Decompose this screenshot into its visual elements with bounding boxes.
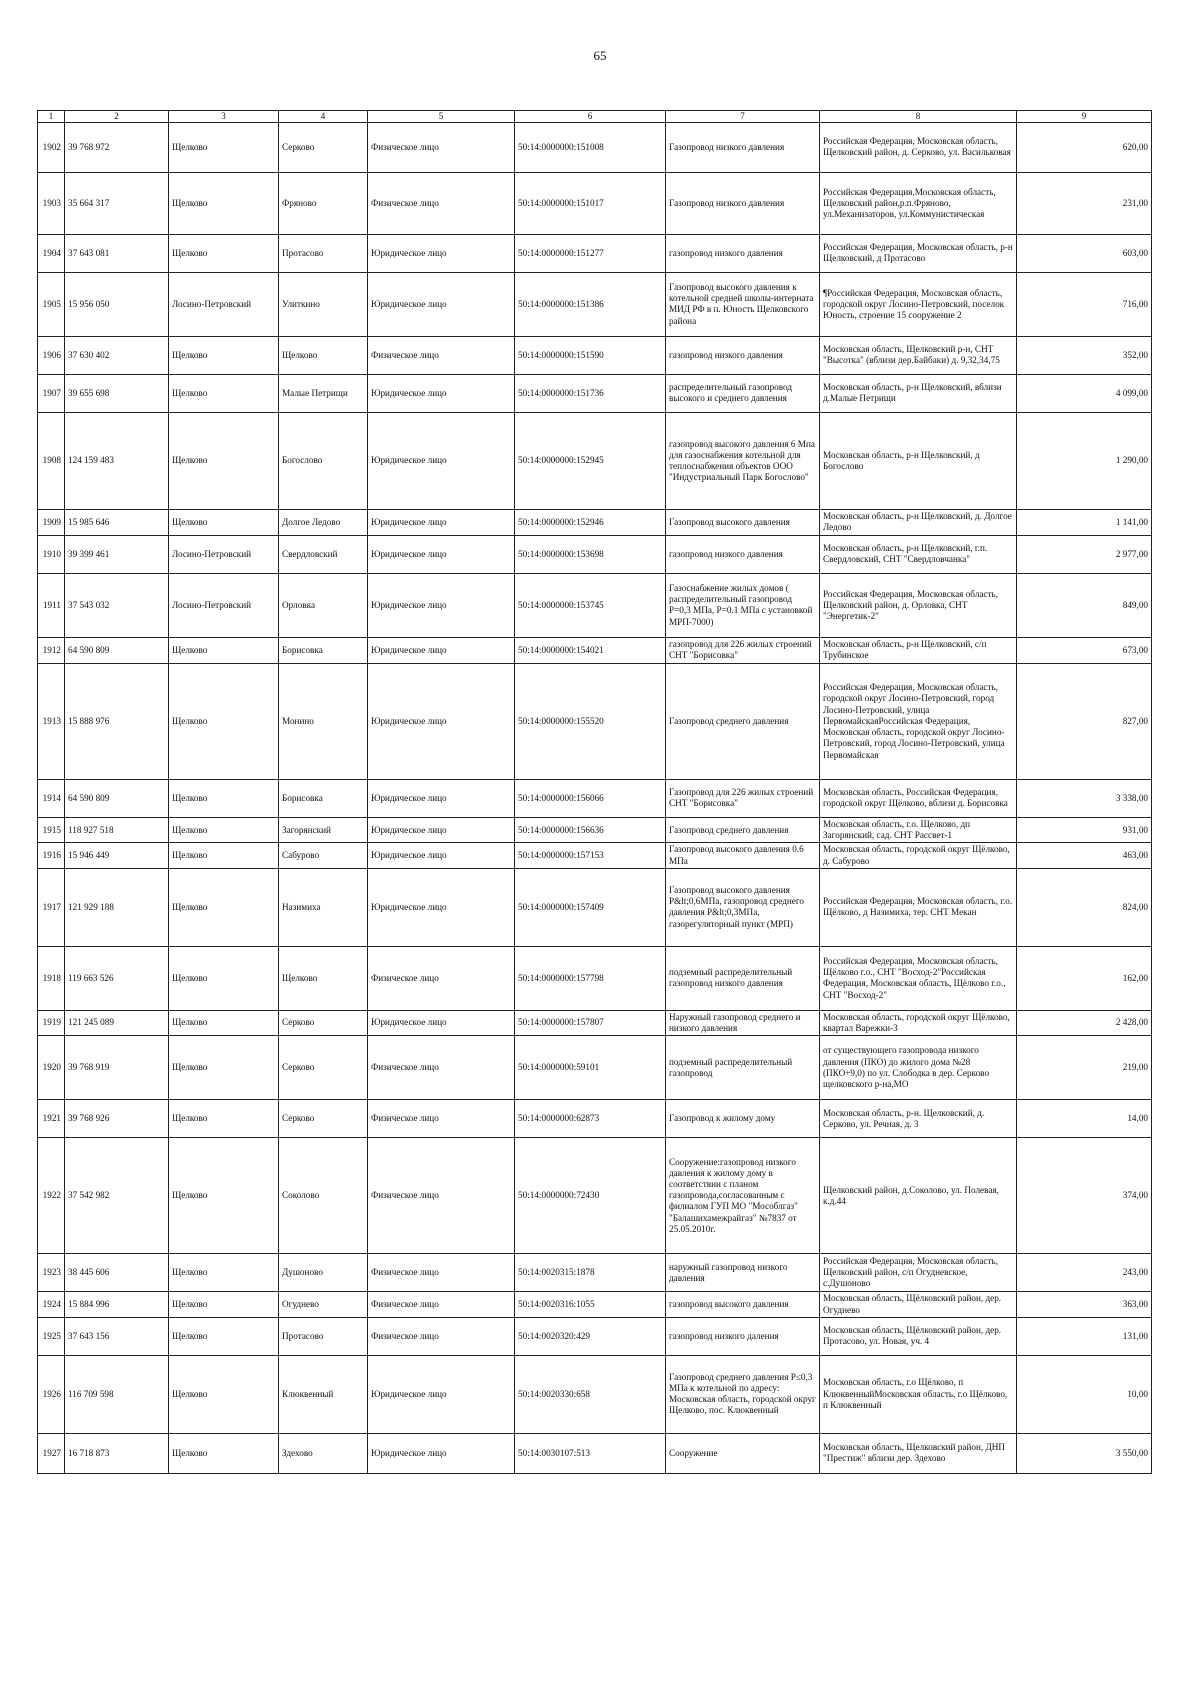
cadastral-number: 50:14:0000000:62873 [515,1100,666,1138]
owner-type: Юридическое лицо [368,663,515,779]
object-id: 121 245 089 [65,1010,169,1035]
locality: Фряново [279,172,368,234]
owner-type: Физическое лицо [368,1100,515,1138]
owner-type: Юридическое лицо [368,843,515,868]
locality: Орловка [279,573,368,637]
district: Щелково [169,509,279,535]
address: Российская Федерация, Московская область, Щёлково г.о., СНТ "Восход-2"Российская Федерация, Московская область, Щёлково г.о., СНТ "Восход-2" [820,946,1017,1010]
cadastral-number: 50:14:0000000:151017 [515,172,666,234]
object-id: 124 159 483 [65,412,169,509]
owner-type: Физическое лицо [368,1317,515,1355]
table-row [38,663,1152,779]
district: Щелково [169,234,279,272]
cadastral-number: 50:14:0000000:155520 [515,663,666,779]
locality: Протасово [279,1317,368,1355]
cadastral-number: 50:14:0000000:152946 [515,509,666,535]
address: Московская область, Щёлковский район, дер. Огуднево [820,1292,1017,1317]
table-row [38,535,1152,573]
district: Щелково [169,1292,279,1317]
address: Российская Федерация,Московская область, Щелковский район,р.п.Фряново, ул.Механизаторов, ул.Коммунистическая [820,172,1017,234]
row-number: 1907 [38,374,65,412]
locality: Борисовка [279,779,368,817]
address: Московская область, р-н Щелковский, с/п Трубинское [820,637,1017,663]
cadastral-number: 50:14:0000000:72430 [515,1138,666,1254]
locality: Здехово [279,1433,368,1473]
locality: Улиткино [279,272,368,336]
object-id: 35 664 317 [65,172,169,234]
length-value: 162,00 [1017,946,1152,1010]
row-number: 1920 [38,1036,65,1100]
address: Московская область, городской округ Щёлково, квартал Варежки-3 [820,1010,1017,1035]
object-id: 116 709 598 [65,1355,169,1433]
table-row [38,1010,1152,1035]
object-name: Газопровод низкого давления [666,122,820,172]
object-id: 15 956 050 [65,272,169,336]
address: Щелковский район, д.Соколово, ул. Полевая, к.д.44 [820,1138,1017,1254]
object-name: газопровод низкого давления [666,234,820,272]
table-row [38,637,1152,663]
row-number: 1918 [38,946,65,1010]
length-value: 1 141,00 [1017,509,1152,535]
table-row [38,1138,1152,1254]
table-row [38,509,1152,535]
table-row [38,336,1152,374]
object-id: 37 630 402 [65,336,169,374]
locality: Серково [279,1036,368,1100]
column-number: 3 [169,111,279,123]
length-value: 849,00 [1017,573,1152,637]
table-row [38,1433,1152,1473]
district: Щелково [169,412,279,509]
length-value: 219,00 [1017,1036,1152,1100]
column-number-row [38,111,1152,123]
column-number: 8 [820,111,1017,123]
row-number: 1905 [38,272,65,336]
length-value: 3 338,00 [1017,779,1152,817]
locality: Душоново [279,1254,368,1292]
owner-type: Юридическое лицо [368,509,515,535]
length-value: 620,00 [1017,122,1152,172]
object-id: 37 643 081 [65,234,169,272]
object-name: Газопровод высокого давления 0.6 МПа [666,843,820,868]
length-value: 352,00 [1017,336,1152,374]
row-number: 1924 [38,1292,65,1317]
district: Щелково [169,1433,279,1473]
address: Российская Федерация, Московская область, Щелковский район, д. Серково, ул. Васильковая [820,122,1017,172]
object-id: 119 663 526 [65,946,169,1010]
cadastral-number: 50:14:0000000:154021 [515,637,666,663]
owner-type: Физическое лицо [368,1292,515,1317]
district: Щелково [169,1317,279,1355]
owner-type: Юридическое лицо [368,412,515,509]
row-number: 1919 [38,1010,65,1035]
district: Щелково [169,336,279,374]
district: Лосино-Петровский [169,272,279,336]
table-row [38,779,1152,817]
district: Щелково [169,779,279,817]
column-number: 2 [65,111,169,123]
object-id: 118 927 518 [65,817,169,842]
table-row [38,1036,1152,1100]
object-id: 39 768 972 [65,122,169,172]
district: Щелково [169,374,279,412]
length-value: 3 550,00 [1017,1433,1152,1473]
column-number: 6 [515,111,666,123]
length-value: 673,00 [1017,637,1152,663]
cadastral-number: 50:14:0030107:513 [515,1433,666,1473]
owner-type: Юридическое лицо [368,637,515,663]
length-value: 243,00 [1017,1254,1152,1292]
address: Московская область, р-н Щелковский, вблизи д.Малые Петрищи [820,374,1017,412]
table-row [38,1292,1152,1317]
object-id: 37 543 032 [65,573,169,637]
address: от существующего газопровода низкого давления (ПКО) до жилого дома №28 (ПКО+9,0) по ул. Слободка в дер. Серково щелковского р-на,МО [820,1036,1017,1100]
locality: Назимиха [279,868,368,946]
address: Московская область, р-н. Щелковский, д. Серково, ул. Речная, д. 3 [820,1100,1017,1138]
object-id: 37 643 156 [65,1317,169,1355]
length-value: 363,00 [1017,1292,1152,1317]
cadastral-number: 50:14:0000000:153698 [515,535,666,573]
table-row [38,1355,1152,1433]
row-number: 1902 [38,122,65,172]
locality: Протасово [279,234,368,272]
length-value: 463,00 [1017,843,1152,868]
cadastral-number: 50:14:0000000:157798 [515,946,666,1010]
object-name: Газопровод для 226 жилых строений СНТ "Борисовка" [666,779,820,817]
object-name: Газопровод среднего давления Р≤0,3 МПа к котельной по адресу: Московская область, городской округ Щелково, пос. Клюквенный [666,1355,820,1433]
table-row [38,172,1152,234]
owner-type: Физическое лицо [368,172,515,234]
table-row [38,573,1152,637]
length-value: 10,00 [1017,1355,1152,1433]
district: Лосино-Петровский [169,535,279,573]
district: Щелково [169,1254,279,1292]
owner-type: Юридическое лицо [368,817,515,842]
owner-type: Юридическое лицо [368,374,515,412]
table-row [38,1254,1152,1292]
object-id: 121 929 188 [65,868,169,946]
column-number: 1 [38,111,65,123]
object-id: 15 888 976 [65,663,169,779]
owner-type: Юридическое лицо [368,779,515,817]
row-number: 1909 [38,509,65,535]
table-row [38,374,1152,412]
table-row [38,412,1152,509]
object-name: газопровод для 226 жилых строений СНТ "Борисовка" [666,637,820,663]
owner-type: Физическое лицо [368,946,515,1010]
column-number: 4 [279,111,368,123]
length-value: 2 428,00 [1017,1010,1152,1035]
row-number: 1911 [38,573,65,637]
object-name: Газопровод высокого давления [666,509,820,535]
district: Щелково [169,1010,279,1035]
table-row [38,817,1152,842]
length-value: 716,00 [1017,272,1152,336]
row-number: 1910 [38,535,65,573]
object-name: Сооружение [666,1433,820,1473]
address: ¶Российская Федерация, Московская область, городской округ Лосино-Петровский, поселок Юность, строение 15 сооружение 2 [820,272,1017,336]
address: Московская область, р-н Щелковский, д Богослово [820,412,1017,509]
length-value: 131,00 [1017,1317,1152,1355]
length-value: 374,00 [1017,1138,1152,1254]
table-row [38,122,1152,172]
locality: Серково [279,1010,368,1035]
object-name: распределительный газопровод высокого и среднего давления [666,374,820,412]
object-name: газопровод низкого давления [666,336,820,374]
object-name: Газопровод низкого давления [666,172,820,234]
district: Щелково [169,172,279,234]
object-id: 39 399 461 [65,535,169,573]
owner-type: Юридическое лицо [368,272,515,336]
object-name: Газопровод к жилому дому [666,1100,820,1138]
object-name: газопровод высокого давления 6 Мпа для газоснабжения котельной для теплоснабжения объектов ООО "Индустриальный Парк Богослово" [666,412,820,509]
row-number: 1915 [38,817,65,842]
cadastral-number: 50:14:0020316:1055 [515,1292,666,1317]
address: Московская область, р-н Щелковский, г.п. Свердловский, СНТ "Свердловчанка" [820,535,1017,573]
object-name: Газопровод высокого давления к котельной средней школы-интерната МИД РФ в п. Юность Щелковского района [666,272,820,336]
row-number: 1913 [38,663,65,779]
locality: Сабурово [279,843,368,868]
length-value: 14,00 [1017,1100,1152,1138]
row-number: 1922 [38,1138,65,1254]
cadastral-number: 50:14:0000000:152945 [515,412,666,509]
address: Московская область, Щелковский район, ДНП "Престиж" вблизи дер. Здехово [820,1433,1017,1473]
locality: Малые Петрищи [279,374,368,412]
district: Щелково [169,122,279,172]
cadastral-number: 50:14:0000000:157153 [515,843,666,868]
district: Щелково [169,1036,279,1100]
registry-table [37,110,1152,1474]
locality: Борисовка [279,637,368,663]
address: Московская область, городской округ Щёлково, д. Сабурово [820,843,1017,868]
table-row [38,843,1152,868]
owner-type: Юридическое лицо [368,535,515,573]
object-name: Газопровод высокого давления P&lt;0,6МПа, газопровод среднего давления P&lt;0,3МПа, газорегуляторный пункт (МРП) [666,868,820,946]
locality: Загорянский [279,817,368,842]
address: Российская Федерация, Московская область, городской округ Лосино-Петровский, город Лосино-Петровский, улица ПервомайскаяРоссийская Федерация, Московская область, городской округ Лосино-Петровский, город Лосино-Петровский, улица Первомайская [820,663,1017,779]
row-number: 1904 [38,234,65,272]
row-number: 1926 [38,1355,65,1433]
district: Щелково [169,663,279,779]
length-value: 231,00 [1017,172,1152,234]
object-name: газопровод низкого даления [666,1317,820,1355]
owner-type: Физическое лицо [368,1138,515,1254]
locality: Свердловский [279,535,368,573]
object-name: газопровод высокого давления [666,1292,820,1317]
object-name: Наружный газопровод среднего и низкого давления [666,1010,820,1035]
page-number: 65 [593,48,607,63]
address: Московская область, Щёлковский район, дер. Протасово, ул. Новая, уч. 4 [820,1317,1017,1355]
address: Московская область, г.о. Щелково, дп Загорянский, сад. СНТ Рассвет-1 [820,817,1017,842]
owner-type: Юридическое лицо [368,1010,515,1035]
object-id: 15 946 449 [65,843,169,868]
length-value: 827,00 [1017,663,1152,779]
district: Щелково [169,1355,279,1433]
object-id: 64 590 809 [65,779,169,817]
district: Щелково [169,1100,279,1138]
locality: Богослово [279,412,368,509]
object-name: Газопровод среднего давления [666,663,820,779]
table-row [38,234,1152,272]
address: Российская Федерация, Московская область, Щелковский район, д. Орловка, СНТ "Энергетик-2" [820,573,1017,637]
object-id: 39 768 926 [65,1100,169,1138]
table-row [38,272,1152,336]
object-name: Газоснабжение жилых домов ( распределительный газопровод Р=0,3 МПа, Р=0.1 МПа с установкой МРП-7000) [666,573,820,637]
length-value: 603,00 [1017,234,1152,272]
row-number: 1914 [38,779,65,817]
length-value: 4 099,00 [1017,374,1152,412]
length-value: 824,00 [1017,868,1152,946]
district: Щелково [169,817,279,842]
table-row [38,946,1152,1010]
column-number: 7 [666,111,820,123]
object-name: газопровод низкого давления [666,535,820,573]
object-name: подземный распределительный газопровод [666,1036,820,1100]
owner-type: Юридическое лицо [368,573,515,637]
locality: Огуднево [279,1292,368,1317]
object-id: 39 655 698 [65,374,169,412]
row-number: 1912 [38,637,65,663]
object-id: 15 884 996 [65,1292,169,1317]
district: Щелково [169,843,279,868]
length-value: 1 290,00 [1017,412,1152,509]
district: Щелково [169,1138,279,1254]
cadastral-number: 50:14:0000000:157409 [515,868,666,946]
owner-type: Юридическое лицо [368,1433,515,1473]
cadastral-number: 50:14:0000000:151590 [515,336,666,374]
object-name: подземный распределительный газопровод низкого давления [666,946,820,1010]
locality: Соколово [279,1138,368,1254]
cadastral-number: 50:14:0000000:153745 [515,573,666,637]
locality: Клюквенный [279,1355,368,1433]
object-id: 16 718 873 [65,1433,169,1473]
object-id: 37 542 982 [65,1138,169,1254]
district: Лосино-Петровский [169,573,279,637]
cadastral-number: 50:14:0000000:156636 [515,817,666,842]
owner-type: Юридическое лицо [368,1355,515,1433]
object-id: 38 445 606 [65,1254,169,1292]
owner-type: Юридическое лицо [368,234,515,272]
row-number: 1921 [38,1100,65,1138]
owner-type: Физическое лицо [368,336,515,374]
address: Московская область, г.о Щёлково, п КлюквенныйМосковская область, г.о Щёлково, п Клюквенный [820,1355,1017,1433]
row-number: 1906 [38,336,65,374]
table-row [38,1317,1152,1355]
object-id: 64 590 809 [65,637,169,663]
district: Щелково [169,637,279,663]
address: Российская Федерация, Московская область, Щелковский район, с/п Огудневское, с.Душоново [820,1254,1017,1292]
cadastral-number: 50:14:0000000:59101 [515,1036,666,1100]
owner-type: Юридическое лицо [368,868,515,946]
address: Московская область, Щелковский р-н, СНТ "Высотка" (вблизи дер.Байбаки) д. 9,32,34,75 [820,336,1017,374]
address: Московская область, Российская Федерация, городской округ Щёлково, вблизи д. Борисовка [820,779,1017,817]
locality: Монино [279,663,368,779]
table-row [38,868,1152,946]
object-id: 39 768 919 [65,1036,169,1100]
length-value: 931,00 [1017,817,1152,842]
row-number: 1908 [38,412,65,509]
locality: Щелково [279,946,368,1010]
table-row [38,1100,1152,1138]
district: Щелково [169,946,279,1010]
cadastral-number: 50:14:0000000:151277 [515,234,666,272]
object-name: наружный газопровод низкого давления [666,1254,820,1292]
cadastral-number: 50:14:0020315:1878 [515,1254,666,1292]
locality: Серково [279,1100,368,1138]
owner-type: Физическое лицо [368,122,515,172]
locality: Щелково [279,336,368,374]
object-id: 15 985 646 [65,509,169,535]
cadastral-number: 50:14:0000000:156066 [515,779,666,817]
cadastral-number: 50:14:0000000:151386 [515,272,666,336]
cadastral-number: 50:14:0000000:157807 [515,1010,666,1035]
owner-type: Физическое лицо [368,1254,515,1292]
row-number: 1923 [38,1254,65,1292]
row-number: 1925 [38,1317,65,1355]
cadastral-number: 50:14:0000000:151736 [515,374,666,412]
object-name: Сооружение:газопровод низкого давления к жилому дому в соответствии с планом газопровода,согласованным с филиалом ГУП МО "Мособлгаз" "Балашихамежрайгаз" №7837 от 25.05.2010г. [666,1138,820,1254]
length-value: 2 977,00 [1017,535,1152,573]
cadastral-number: 50:14:0000000:151008 [515,122,666,172]
object-name: Газопровод среднего давления [666,817,820,842]
locality: Серково [279,122,368,172]
row-number: 1916 [38,843,65,868]
row-number: 1917 [38,868,65,946]
owner-type: Физическое лицо [368,1036,515,1100]
cadastral-number: 50:14:0020320:429 [515,1317,666,1355]
address: Российская Федерация, Московская область, р-н Щелковский, д Протасово [820,234,1017,272]
row-number: 1903 [38,172,65,234]
district: Щелково [169,868,279,946]
cadastral-number: 50:14:0020330:658 [515,1355,666,1433]
column-number: 9 [1017,111,1152,123]
column-number: 5 [368,111,515,123]
address: Российская Федерация, Московская область, г.о. Щёлково, д Назимиха, тер. СНТ Мекан [820,868,1017,946]
row-number: 1927 [38,1433,65,1473]
address: Московская область, р-н Щелковский, д. Долгое Ледово [820,509,1017,535]
locality: Долгое Ледово [279,509,368,535]
